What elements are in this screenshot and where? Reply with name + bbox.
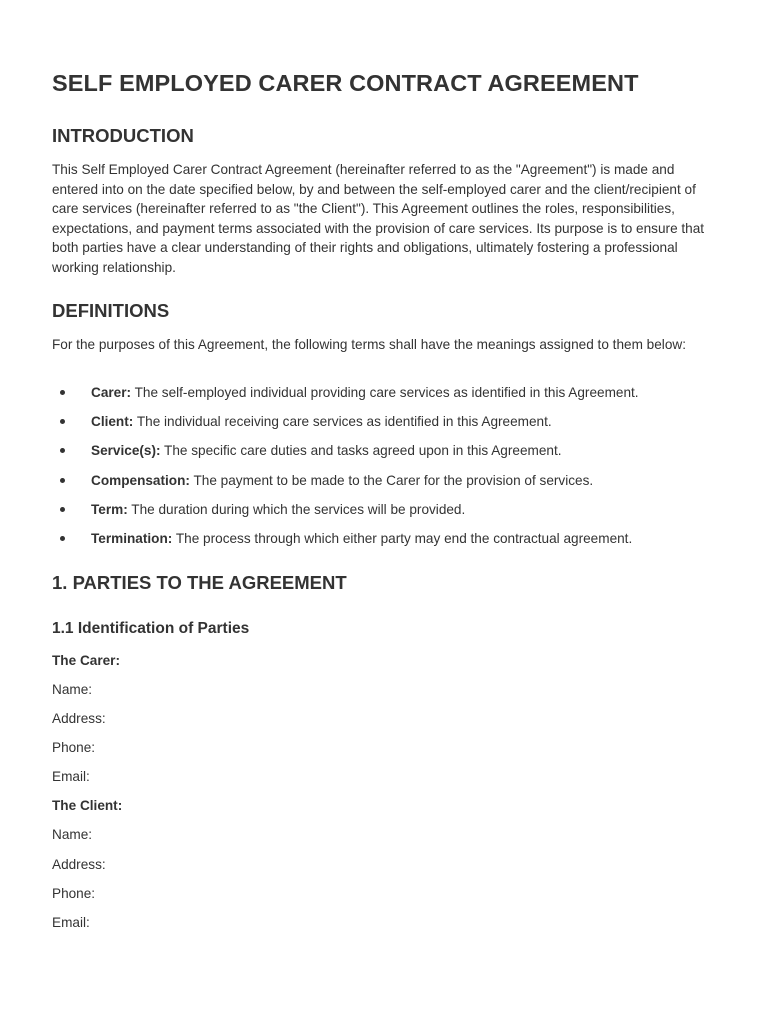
definition-item-termination	[52, 529, 732, 558]
definition-text: The duration during which the services will be provided.	[127, 501, 466, 517]
definition-term: Carer:	[91, 385, 132, 400]
definition-term: Termination:	[91, 530, 173, 546]
bullet-icon	[60, 478, 65, 483]
bullet-icon	[60, 419, 65, 424]
carer-phone-field: Phone:	[52, 740, 96, 755]
client-address-field: Address:	[52, 857, 106, 872]
definition-item-carer	[52, 383, 732, 412]
definition-text: The self-employed individual providing care services as identified in this Agreement.	[131, 385, 639, 400]
definition-item-client	[52, 412, 732, 441]
client-email-field: Email:	[52, 915, 90, 930]
carer-address-field: Address:	[52, 711, 106, 726]
definition-text: The payment to be made to the Carer for the provision of services.	[189, 472, 594, 488]
introduction-text: This Self Employed Carer Contract Agreement (hereinafter referred to as the "Agreement") is made and entered into on the date specified below, by and between the self-employed carer and the client/recipient of care services (hereinafter referred to as "the Client"). This Agreement outlines the roles, responsibilities, expectations, and payment terms associated with the provision of care services. Its purpose is to ensure that both parties have a clear understanding of their rights and obligations, ultimately fostering a professional working relationship.	[52, 162, 705, 275]
definitions-heading: DEFINITIONS	[52, 300, 170, 321]
bullet-icon	[60, 507, 65, 512]
identification-subheading: 1.1 Identification of Parties	[52, 620, 250, 637]
definition-item-compensation	[52, 471, 732, 500]
client-name-field: Name:	[52, 827, 93, 842]
definition-term: Service(s):	[91, 443, 161, 459]
parties-heading: 1. PARTIES TO THE AGREEMENT	[52, 572, 347, 593]
definition-term: Term:	[91, 501, 128, 517]
definition-text: The process through which either party may end the contractual agreement.	[172, 530, 633, 546]
bullet-icon	[60, 390, 65, 395]
definition-item-services	[52, 441, 732, 470]
definition-text: The specific care duties and tasks agreed upon in this Agreement.	[160, 443, 562, 459]
definition-term: Client:	[91, 414, 134, 430]
definitions-list	[52, 383, 732, 558]
carer-name-field: Name:	[52, 682, 93, 697]
definition-term: Compensation:	[91, 472, 190, 488]
definitions-intro: For the purposes of this Agreement, the following terms shall have the meanings assigned to them below:	[52, 337, 686, 352]
definition-item-term	[52, 500, 732, 529]
introduction-heading: INTRODUCTION	[52, 125, 194, 146]
document-title: SELF EMPLOYED CARER CONTRACT AGREEMENT	[52, 70, 639, 96]
bullet-icon	[60, 536, 65, 541]
carer-label: The Carer:	[52, 653, 120, 668]
definition-text: The individual receiving care services as identified in this Agreement.	[133, 414, 552, 430]
client-phone-field: Phone:	[52, 886, 96, 901]
client-label: The Client:	[52, 798, 123, 813]
carer-email-field: Email:	[52, 769, 90, 784]
bullet-icon	[60, 448, 65, 453]
